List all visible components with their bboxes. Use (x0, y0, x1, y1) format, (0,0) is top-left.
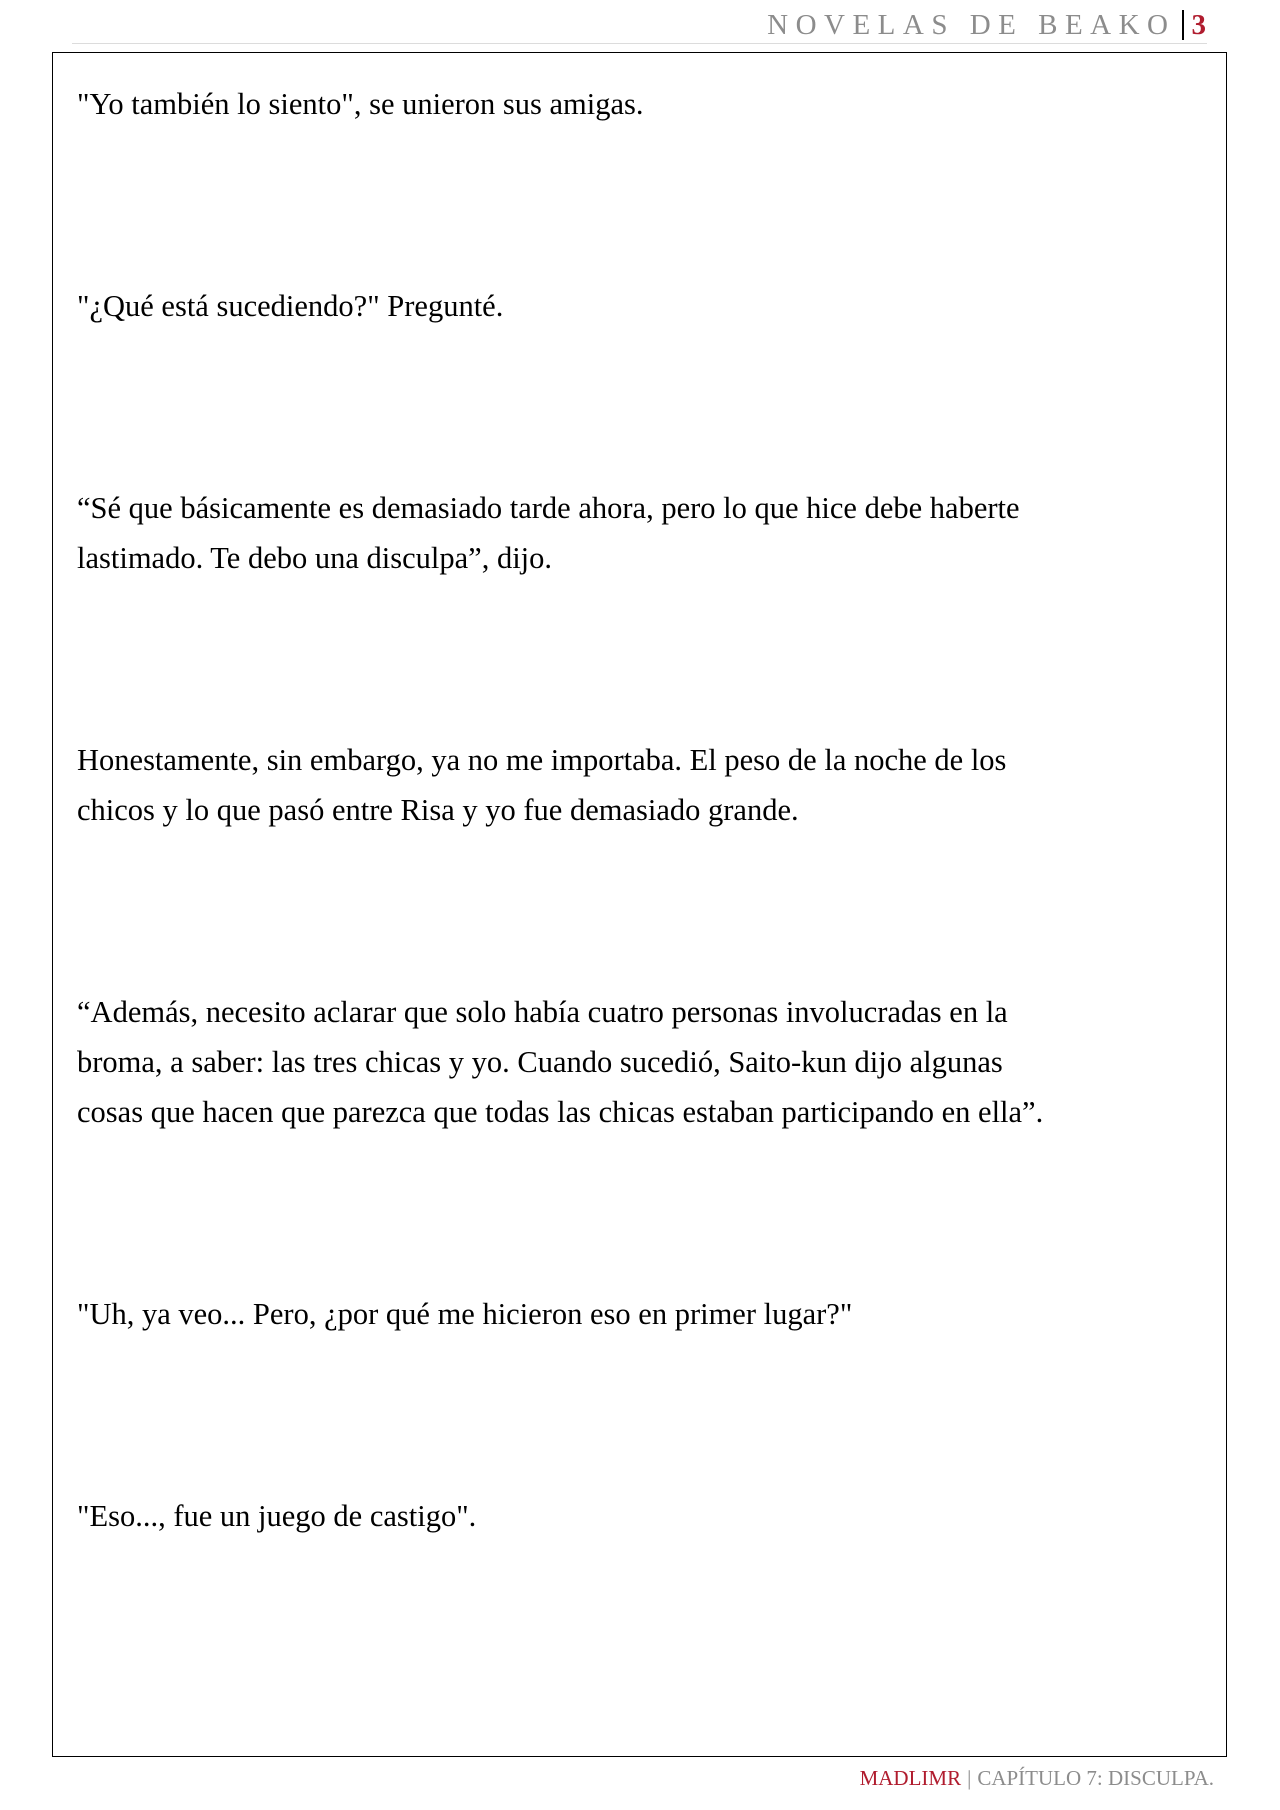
paragraph-2: "¿Qué está sucediendo?" Pregunté. (77, 289, 504, 323)
paragraph-6: "Uh, ya veo... Pero, ¿por qué me hicieron eso en primer lugar?" (77, 1297, 853, 1331)
page-header (767, 8, 1206, 42)
paragraph-4: Honestamente, sin embargo, ya no me importaba. El peso de la noche de los chicos y lo que pasó entre Risa y yo fue demasiado grande. (77, 743, 1007, 827)
footer-author: MADLIMR (859, 1766, 962, 1790)
header-rule (72, 43, 1207, 44)
paragraph-1: "Yo también lo siento", se unieron sus amigas. (77, 87, 644, 121)
paragraph-5: “Además, necesito aclarar que solo había cuatro personas involucradas en la broma, a saber: las tres chicas y yo. Cuando sucedió, Saito-kun dijo algunas cosas que hacen que parezca que todas las chicas estaban participando en ella”. (77, 995, 1044, 1129)
page-footer (860, 1766, 1214, 1791)
paragraph-7: "Eso..., fue un juego de castigo". (77, 1499, 477, 1533)
header-title: NOVELAS DE BEAKO (767, 8, 1176, 41)
paragraph-3: “Sé que básicamente es demasiado tarde ahora, pero lo que hice debe haberte lastimado. Te debo una disculpa”, dijo. (77, 491, 1020, 575)
header-separator (1182, 10, 1184, 40)
page-number: 3 (1191, 8, 1206, 41)
footer-separator: | (967, 1766, 972, 1790)
footer-chapter: CAPÍTULO 7: DISCULPA. (977, 1766, 1214, 1790)
